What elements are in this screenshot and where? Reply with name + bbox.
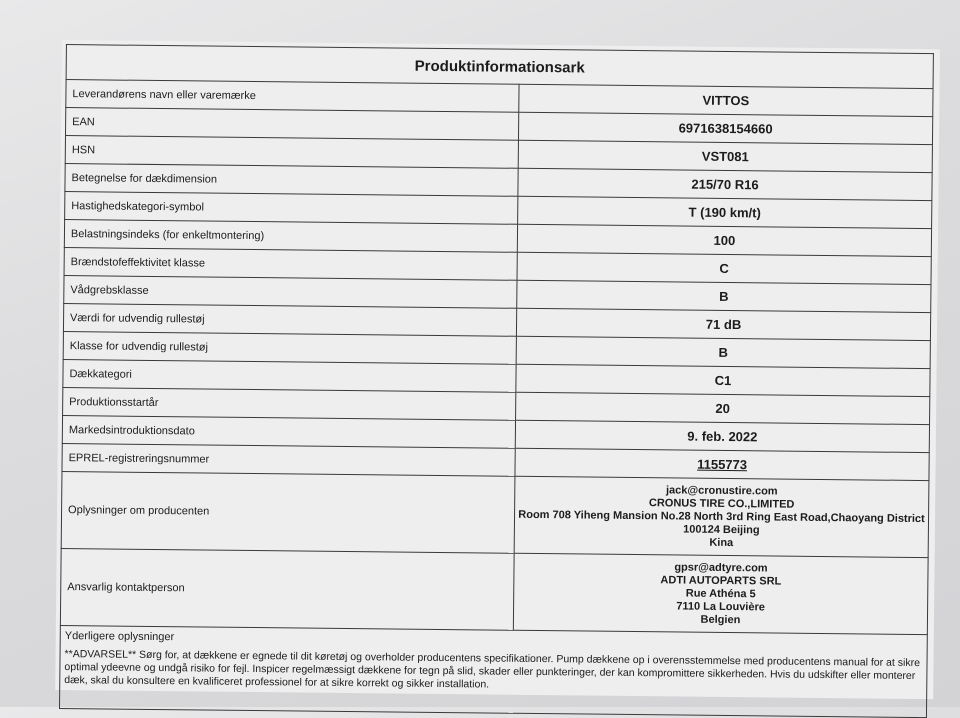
- row-producer: [61, 472, 929, 558]
- warning-text: **ADVARSEL** Sørg for, at dækkene er egnede til dit køretøj og overholder producentens specifikationer. Pump dækkene op i overensstemmelse med producentens manual for at sikre optimal ydeevne og undgå risiko for fejl. Inspicer regelmæssigt dækkene for tegn på slid, skader eller punkteringer, der kan kompromittere sikkerheden. Hvis du udskifter eller monterer dæk, skal du konsultere en kvalificeret professionel for at sikre korrekt og sikker installation.: [64, 648, 921, 691]
- row-value: 9. feb. 2022: [515, 420, 929, 452]
- row-label: EPREL-registreringsnummer: [62, 444, 515, 477]
- row-label: Markedsintroduktionsdato: [62, 416, 515, 449]
- row-value: B: [516, 336, 930, 368]
- row-label: Oplysninger om producenten: [61, 472, 515, 554]
- producer-city: 100124 Beijing: [683, 523, 760, 536]
- row-label: HSN: [65, 136, 518, 169]
- row-value: VST081: [518, 140, 932, 172]
- contact-country: Belgien: [700, 613, 741, 626]
- contact-company: ADTI AUTOPARTS SRL: [660, 573, 782, 588]
- row-value: 215/70 R16: [518, 168, 932, 200]
- row-label: Betegnelse for dækdimension: [65, 164, 518, 197]
- row-value: 6971638154660: [518, 112, 932, 144]
- row-value: C1: [516, 364, 930, 396]
- product-info-table: [59, 44, 934, 718]
- product-information-sheet: [55, 40, 940, 699]
- producer-country: Kina: [709, 536, 734, 549]
- additional-info-cell: [59, 626, 927, 718]
- producer-company: CRONUS TIRE CO.,LIMITED: [648, 496, 795, 511]
- contact-city: 7110 La Louvière: [676, 599, 765, 613]
- row-value: B: [517, 280, 931, 312]
- row-label: Klasse for udvendig rullestøj: [63, 332, 516, 365]
- row-label: Belastningsindeks (for enkeltmontering): [64, 220, 517, 253]
- contact-email: gpsr@adtyre.com: [674, 560, 768, 574]
- row-label: Ansvarlig kontaktperson: [60, 549, 514, 631]
- row-label: Produktionsstartår: [63, 388, 516, 421]
- row-label: Leverandørens navn eller varemærke: [66, 80, 519, 113]
- sheet-title: Produktinformationsark: [66, 45, 933, 89]
- producer-details: [514, 476, 929, 557]
- producer-street: Room 708 Yiheng Mansion No.28 North 3rd Ring East Road,Chaoyang District: [518, 508, 925, 525]
- row-value: 20: [516, 392, 930, 424]
- row-value: T (190 km/t): [518, 196, 932, 228]
- eprel-number: 1155773: [515, 448, 929, 480]
- row-label: Brændstofeffektivitet klasse: [64, 248, 517, 281]
- row-label: EAN: [65, 108, 518, 141]
- producer-email: jack@cronustire.com: [665, 483, 778, 498]
- row-label: Hastighedskategori-symbol: [65, 192, 518, 225]
- row-value: VITTOS: [519, 84, 933, 116]
- row-label: Dækkategori: [63, 360, 516, 393]
- additional-info-label: Yderligere oplysninger: [64, 630, 175, 644]
- contact-street: Rue Athéna 5: [685, 587, 756, 600]
- row-value: 71 dB: [516, 308, 930, 340]
- contact-details: [513, 553, 928, 634]
- row-value: 100: [517, 224, 931, 256]
- row-label: Værdi for udvendig rullestøj: [63, 304, 516, 337]
- row-contact: [60, 549, 928, 635]
- row-value: C: [517, 252, 931, 284]
- row-additional-info: [59, 626, 927, 718]
- row-label: Vådgrebsklasse: [64, 276, 517, 309]
